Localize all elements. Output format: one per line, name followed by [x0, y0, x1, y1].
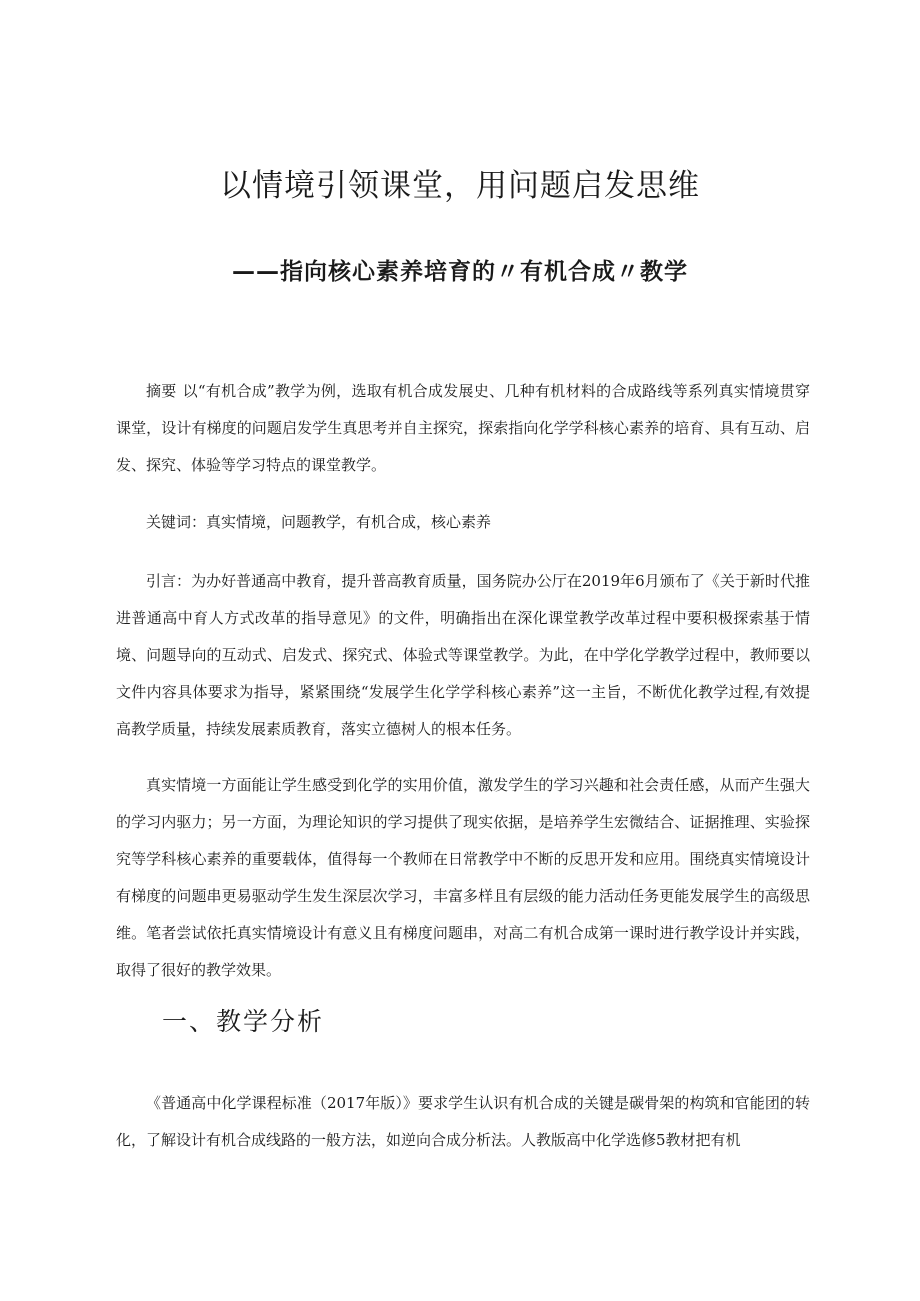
section-paragraph: 《普通高中化学课程标准（2017年版）》要求学生认识有机合成的关键是碳骨架的构筑和官能团的转化，了解设计有机合成线路的一般方法，如逆向合成分析法。人教版高中化学选修5教材把有机: [116, 1094, 810, 1149]
abstract-paragraph: [116, 373, 810, 484]
abstract-text: 以“有机合成”教学为例，选取有机合成发展史、几种有机材料的合成路线等系列真实情境贯穿课堂，设计有梯度的问题启发学生真思考并自主探究，探索指向化学学科核心素养的培育、具有互动、启发、探究、体验等学习特点的课堂教学。: [116, 382, 810, 474]
abstract-label: 摘要: [146, 382, 177, 400]
intro-paragraph: 引言：为办好普通高中教育，提升普高教育质量，国务院办公厅在2019年6月颁布了《关于新时代推进普通高中育人方式改革的指导意见》的文件，明确指出在深化课堂教学改革过程中要积极探索基于情境、问题导向的互动式、启发式、探究式、体验式等课堂教学。为此，在中学化学教学过程中，教师要以文件内容具体要求为指导，紧紧围绕“发展学生化学学科核心素养”这一主旨，不断优化教学过程,有效提高教学质量，持续发展素质教育，落实立德树人的根本任务。: [116, 572, 810, 738]
document-subtitle: ——指向核心素养培育的〃有机合成〃教学: [232, 259, 688, 285]
document-title: 以情境引领课堂，用问题启发思维: [220, 168, 700, 204]
keywords-line: 关键词：真实情境，问题教学，有机合成，核心素养: [146, 513, 492, 531]
body-paragraph: 真实情境一方面能让学生感受到化学的实用价值，激发学生的学习兴趣和社会责任感，从而产生强大的学习内驱力；另一方面，为理论知识的学习提供了现实依据，是培养学生宏微结合、证据推理、实验探究等学科核心素养的重要载体，值得每一个教师在日常教学中不断的反思开发和应用。围绕真实情境设计有梯度的问题串更易驱动学生发生深层次学习，丰富多样且有层级的能力活动任务更能发展学生的高级思维。笔者尝试依托真实情境设计有意义且有梯度问题串，对高二有机合成第一课时进行教学设计并实践，取得了很好的教学效果。: [116, 776, 810, 979]
section-heading: 一、教学分析: [162, 1007, 325, 1036]
